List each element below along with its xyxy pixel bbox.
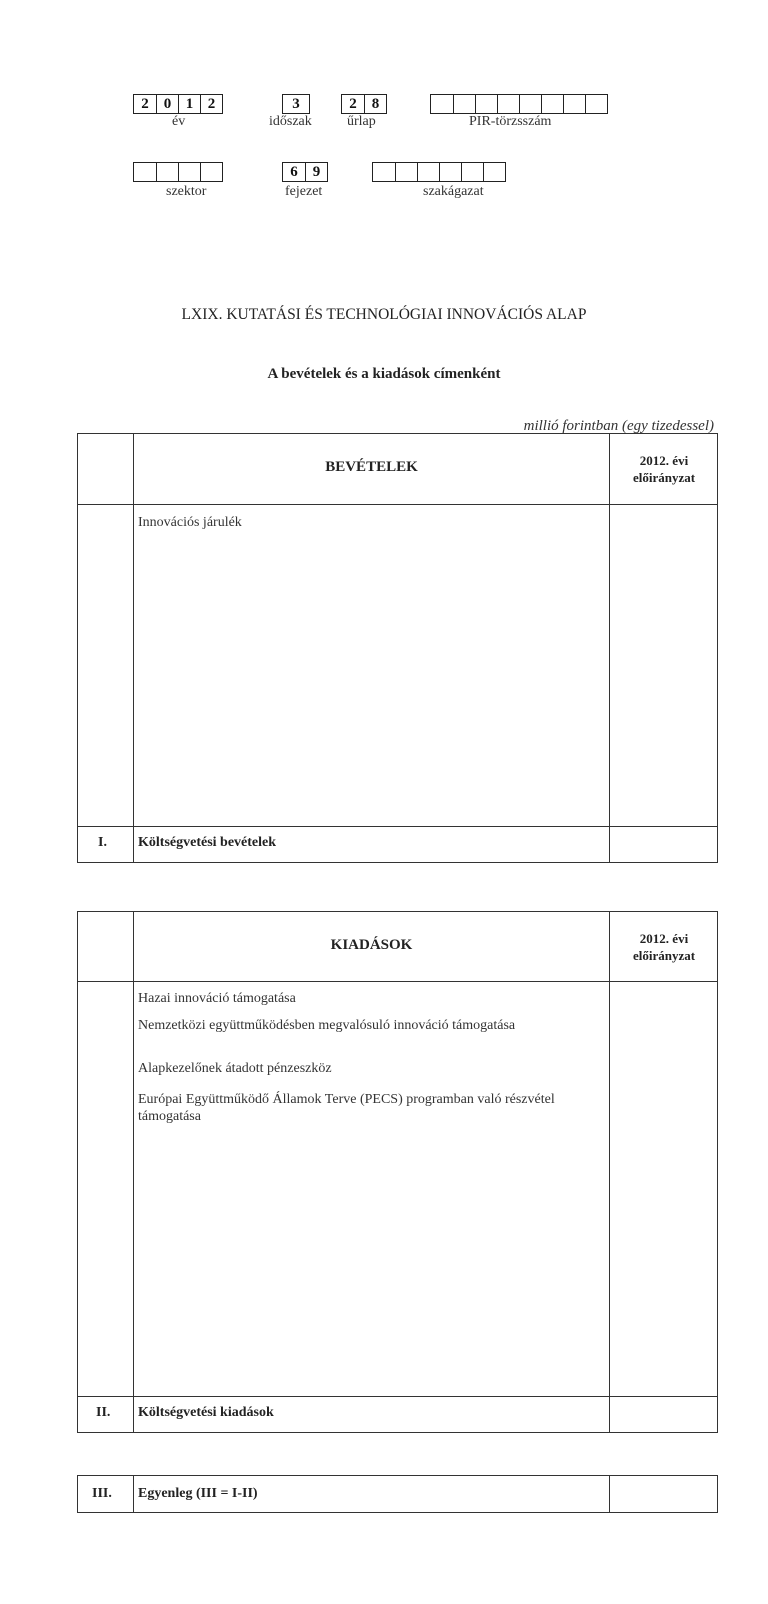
revenue-table-col-divider-2: [609, 434, 610, 862]
balance-table-col-divider-1: [133, 1476, 134, 1512]
balance-table: [77, 1475, 718, 1513]
form-digit-2[interactable]: 8: [364, 95, 386, 113]
pir-digit-2[interactable]: [453, 95, 475, 113]
form-code-boxes[interactable]: [341, 94, 387, 114]
sector-digit-2[interactable]: [156, 163, 178, 181]
pir-digit-3[interactable]: [475, 95, 497, 113]
year-digit-1[interactable]: 2: [141, 95, 149, 112]
revenue-table-total-divider: [78, 826, 717, 827]
expense-col-header-line2: előirányzat: [632, 948, 696, 963]
balance-code: III.: [92, 1486, 112, 1501]
revenue-col-header: [610, 452, 718, 486]
expense-table: [77, 911, 718, 1433]
expense-heading: KIADÁSOK: [330, 937, 413, 953]
branch-digit-2[interactable]: [395, 163, 417, 181]
expense-item-1: Hazai innováció támogatása: [138, 991, 296, 1006]
form-digit-1[interactable]: 2: [349, 95, 357, 112]
branch-digit-6[interactable]: [483, 163, 505, 181]
chapter-code-boxes[interactable]: [282, 162, 328, 182]
pir-digit-8[interactable]: [585, 95, 607, 113]
year-digit-4[interactable]: 2: [200, 95, 222, 113]
revenue-total-code: I.: [98, 835, 107, 850]
revenue-total-label: Költségvetési bevételek: [138, 835, 277, 850]
year-digit-2[interactable]: 0: [156, 95, 178, 113]
sector-label: szektor: [166, 184, 207, 199]
expense-item-2: Nemzetközi együttműködésben megvalósuló innováció támogatása: [138, 1018, 516, 1033]
revenue-table-header-divider: [78, 504, 717, 505]
pir-digit-1[interactable]: [431, 95, 453, 113]
expense-table-header-divider: [78, 981, 717, 982]
sector-digit-3[interactable]: [178, 163, 200, 181]
chapter-digit-1[interactable]: 6: [290, 163, 298, 180]
branch-code-boxes[interactable]: [372, 162, 506, 182]
balance-table-col-divider-2: [609, 1476, 610, 1512]
sector-code-boxes[interactable]: [133, 162, 223, 182]
expense-table-total-divider: [78, 1396, 717, 1397]
expense-table-col-divider-1: [133, 912, 134, 1432]
branch-digit-5[interactable]: [461, 163, 483, 181]
pir-digit-4[interactable]: [497, 95, 519, 113]
period-digit-1[interactable]: 3: [292, 95, 300, 112]
document-subtitle: A bevételek és a kiadások címenként: [267, 366, 501, 382]
revenue-col-header-line1: 2012. évi: [639, 453, 689, 468]
sector-digit-4[interactable]: [200, 163, 222, 181]
expense-item-4: Európai Együttműködő Államok Terve (PECS) programban való részvétel támogatása: [138, 1092, 555, 1124]
year-code-boxes[interactable]: [133, 94, 223, 114]
period-label: időszak: [269, 114, 312, 129]
sector-digit-1[interactable]: [134, 163, 156, 181]
pir-digit-6[interactable]: [541, 95, 563, 113]
revenue-heading: BEVÉTELEK: [325, 459, 418, 475]
expense-total-label: Költségvetési kiadások: [138, 1405, 274, 1420]
year-digit-3[interactable]: 1: [178, 95, 200, 113]
expense-table-col-divider-2: [609, 912, 610, 1432]
revenue-col-header-line2: előirányzat: [632, 470, 696, 485]
expense-col-header-line1: 2012. évi: [639, 931, 689, 946]
expense-col-header: [610, 930, 718, 964]
chapter-label: fejezet: [285, 184, 323, 199]
pir-digit-7[interactable]: [563, 95, 585, 113]
balance-label: Egyenleg (III = I-II): [138, 1486, 258, 1501]
revenue-item-1: Innovációs járulék: [138, 515, 242, 530]
expense-item-3: Alapkezelőnek átadott pénzeszköz: [138, 1061, 332, 1076]
unit-note: millió forintban (egy tizedessel): [523, 418, 714, 434]
revenue-table-col-divider-1: [133, 434, 134, 862]
revenue-table: [77, 433, 718, 863]
period-code-boxes[interactable]: [282, 94, 310, 114]
document-title: LXIX. KUTATÁSI ÉS TECHNOLÓGIAI INNOVÁCIÓS ALAP: [181, 306, 587, 323]
pir-code-boxes[interactable]: [430, 94, 608, 114]
branch-label: szakágazat: [423, 184, 484, 199]
chapter-digit-2[interactable]: 9: [305, 163, 327, 181]
branch-digit-3[interactable]: [417, 163, 439, 181]
pir-digit-5[interactable]: [519, 95, 541, 113]
branch-digit-4[interactable]: [439, 163, 461, 181]
pir-label: PIR-törzsszám: [469, 114, 552, 129]
form-label: űrlap: [347, 114, 376, 129]
year-label: év: [172, 114, 186, 129]
branch-digit-1[interactable]: [373, 163, 395, 181]
expense-total-code: II.: [96, 1405, 111, 1420]
